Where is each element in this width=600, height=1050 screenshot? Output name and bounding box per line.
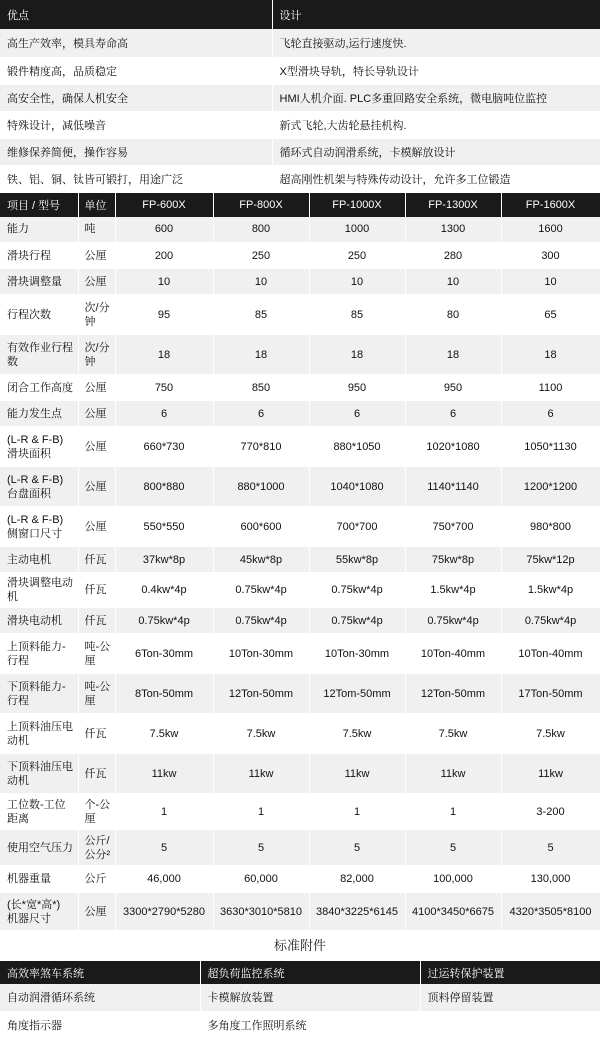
spec-value-cell: 3630*3010*5810: [213, 893, 309, 931]
spec-item-cell: (长*宽*高*) 机器尺寸: [0, 893, 78, 931]
spec-value-cell: 1: [309, 794, 405, 830]
feature-advantage-cell: 锻件精度高，品质稳定: [0, 57, 272, 84]
specs-header-row: [0, 193, 600, 217]
spec-value-cell: 18: [213, 335, 309, 375]
spec-unit-cell: 公厘: [78, 401, 115, 427]
spec-value-cell: 750*700: [405, 507, 501, 547]
spec-row: [0, 375, 600, 401]
spec-value-cell: 18: [309, 335, 405, 375]
header-model-fp1600x: FP-1600X: [501, 193, 600, 217]
feature-design-cell: 循环式自动润滑系统，卡模解放设计: [272, 138, 600, 165]
spec-value-cell: 75kw*8p: [405, 547, 501, 573]
spec-value-cell: 250: [213, 243, 309, 269]
spec-value-cell: 850: [213, 375, 309, 401]
spec-value-cell: 750: [115, 375, 213, 401]
spec-row: [0, 754, 600, 794]
spec-value-cell: 11kw: [501, 754, 600, 794]
spec-item-cell: 滑块行程: [0, 243, 78, 269]
spec-value-cell: 6: [115, 401, 213, 427]
spec-unit-cell: 公厘: [78, 893, 115, 931]
feature-row: [0, 165, 600, 192]
spec-value-cell: 80: [405, 295, 501, 335]
spec-value-cell: 1100: [501, 375, 600, 401]
spec-value-cell: 85: [309, 295, 405, 335]
spec-unit-cell: 个-公厘: [78, 794, 115, 830]
spec-value-cell: 0.75kw*4p: [309, 608, 405, 634]
spec-value-cell: 1050*1130: [501, 427, 600, 467]
spec-value-cell: 0.75kw*4p: [213, 608, 309, 634]
spec-unit-cell: 公厘: [78, 507, 115, 547]
spec-value-cell: 6: [405, 401, 501, 427]
spec-value-cell: 600: [115, 217, 213, 243]
spec-value-cell: 300: [501, 243, 600, 269]
feature-advantage-cell: 维修保养简便，操作容易: [0, 138, 272, 165]
spec-value-cell: 1.5kw*4p: [501, 573, 600, 608]
spec-value-cell: 1140*1140: [405, 467, 501, 507]
spec-item-cell: 能力发生点: [0, 401, 78, 427]
spec-unit-cell: 公厘: [78, 269, 115, 295]
spec-value-cell: 880*1050: [309, 427, 405, 467]
spec-value-cell: 200: [115, 243, 213, 269]
spec-value-cell: 1020*1080: [405, 427, 501, 467]
spec-value-cell: 11kw: [115, 754, 213, 794]
spec-unit-cell: 次/分钟: [78, 335, 115, 375]
spec-value-cell: 7.5kw: [309, 714, 405, 754]
spec-row: [0, 893, 600, 931]
feature-row: [0, 57, 600, 84]
spec-row: [0, 217, 600, 243]
spec-value-cell: 10Ton-30mm: [213, 634, 309, 674]
spec-value-cell: 250: [309, 243, 405, 269]
spec-value-cell: 45kw*8p: [213, 547, 309, 573]
spec-unit-cell: 仟瓦: [78, 608, 115, 634]
spec-value-cell: 18: [501, 335, 600, 375]
spec-item-cell: 闭合工作高度: [0, 375, 78, 401]
spec-unit-cell: 公厘: [78, 375, 115, 401]
spec-row: [0, 243, 600, 269]
spec-row: [0, 547, 600, 573]
spec-value-cell: 6: [213, 401, 309, 427]
spec-value-cell: 8Ton-50mm: [115, 674, 213, 714]
spec-value-cell: 6Ton-30mm: [115, 634, 213, 674]
spec-value-cell: 280: [405, 243, 501, 269]
spec-value-cell: 5: [501, 830, 600, 866]
spec-row: [0, 794, 600, 830]
specs-section: [0, 193, 600, 932]
spec-unit-cell: 公斤/公分²: [78, 830, 115, 866]
feature-design-cell: 新式飞轮,大齿轮悬挂机构.: [272, 111, 600, 138]
feature-design-cell: 飞轮直接驱动,运行速度快.: [272, 29, 600, 57]
spec-row: [0, 674, 600, 714]
accessory-row: [0, 984, 600, 1011]
spec-value-cell: 11kw: [405, 754, 501, 794]
spec-item-cell: 滑块电动机: [0, 608, 78, 634]
spec-item-cell: (L-R & F-B)滑块面积: [0, 427, 78, 467]
header-item-model: 项目 / 型号: [0, 193, 78, 217]
spec-row: [0, 714, 600, 754]
spec-row: [0, 269, 600, 295]
spec-value-cell: 11kw: [213, 754, 309, 794]
feature-row: [0, 84, 600, 111]
spec-unit-cell: 吨-公厘: [78, 634, 115, 674]
spec-unit-cell: 仟瓦: [78, 547, 115, 573]
spec-value-cell: 82,000: [309, 866, 405, 893]
accessories-table: [0, 961, 600, 1039]
spec-unit-cell: 仟瓦: [78, 714, 115, 754]
spec-value-cell: 10: [405, 269, 501, 295]
spec-row: [0, 634, 600, 674]
spec-value-cell: 0.75kw*4p: [405, 608, 501, 634]
spec-value-cell: 6: [501, 401, 600, 427]
spec-value-cell: 950: [405, 375, 501, 401]
spec-unit-cell: 公厘: [78, 427, 115, 467]
spec-value-cell: 7.5kw: [213, 714, 309, 754]
spec-row: [0, 507, 600, 547]
spec-value-cell: 980*800: [501, 507, 600, 547]
spec-value-cell: 10: [115, 269, 213, 295]
feature-design-cell: HMI人机介面. PLC多重回路安全系统，微电脑吨位监控: [272, 84, 600, 111]
spec-value-cell: 0.75kw*4p: [213, 573, 309, 608]
spec-value-cell: 11kw: [309, 754, 405, 794]
spec-value-cell: 800: [213, 217, 309, 243]
spec-value-cell: 1: [115, 794, 213, 830]
spec-value-cell: 10: [213, 269, 309, 295]
feature-row: [0, 29, 600, 57]
features-body: [0, 29, 600, 192]
spec-value-cell: 3840*3225*6145: [309, 893, 405, 931]
spec-item-cell: 工位数-工位距离: [0, 794, 78, 830]
spec-value-cell: 37kw*8p: [115, 547, 213, 573]
spec-row: [0, 830, 600, 866]
spec-row: [0, 573, 600, 608]
specs-table: [0, 193, 600, 932]
accessory-cell: [420, 1011, 600, 1038]
spec-value-cell: 10: [309, 269, 405, 295]
spec-value-cell: 4100*3450*6675: [405, 893, 501, 931]
spec-value-cell: 7.5kw: [501, 714, 600, 754]
spec-item-cell: 主动电机: [0, 547, 78, 573]
spec-value-cell: 17Ton-50mm: [501, 674, 600, 714]
spec-row: [0, 401, 600, 427]
feature-design-cell: 超高刚性机架与特殊传动设计，允许多工位锻造: [272, 165, 600, 192]
spec-value-cell: 0.75kw*4p: [309, 573, 405, 608]
spec-value-cell: 5: [115, 830, 213, 866]
spec-value-cell: 46,000: [115, 866, 213, 893]
spec-value-cell: 600*600: [213, 507, 309, 547]
features-header-row: [0, 0, 600, 29]
spec-row: [0, 608, 600, 634]
spec-value-cell: 7.5kw: [405, 714, 501, 754]
spec-value-cell: 0.75kw*4p: [115, 608, 213, 634]
features-table: [0, 0, 600, 193]
spec-item-cell: 上顶料油压电动机: [0, 714, 78, 754]
spec-item-cell: 滑块调整电动机: [0, 573, 78, 608]
spec-value-cell: 75kw*12p: [501, 547, 600, 573]
spec-value-cell: 1040*1080: [309, 467, 405, 507]
feature-row: [0, 111, 600, 138]
spec-value-cell: 18: [115, 335, 213, 375]
spec-value-cell: 10Ton-30mm: [309, 634, 405, 674]
spec-item-cell: 上顶料能力-行程: [0, 634, 78, 674]
spec-value-cell: 1000: [309, 217, 405, 243]
header-advantages: 优点: [0, 0, 272, 29]
spec-value-cell: 10Ton-40mm: [501, 634, 600, 674]
accessory-row: [0, 1011, 600, 1038]
spec-value-cell: 1300: [405, 217, 501, 243]
spec-value-cell: 5: [405, 830, 501, 866]
spec-unit-cell: 吨: [78, 217, 115, 243]
feature-design-cell: X型滑块导轨，特长导轨设计: [272, 57, 600, 84]
spec-row: [0, 467, 600, 507]
spec-value-cell: 950: [309, 375, 405, 401]
spec-value-cell: 1: [405, 794, 501, 830]
feature-advantage-cell: 高生产效率，模具寿命高: [0, 29, 272, 57]
spec-item-cell: (L-R & F-B)台盘面积: [0, 467, 78, 507]
accessory-cell: 自动润滑循环系统: [0, 984, 200, 1011]
spec-value-cell: 700*700: [309, 507, 405, 547]
accessory-cell: 卡模解放装置: [200, 984, 420, 1011]
header-model-fp1000x: FP-1000X: [309, 193, 405, 217]
spec-value-cell: 95: [115, 295, 213, 335]
accessories-title: 标准附件: [273, 938, 326, 953]
header-model-fp600x: FP-600X: [115, 193, 213, 217]
header-design: 设计: [272, 0, 600, 29]
spec-value-cell: 3-200: [501, 794, 600, 830]
spec-unit-cell: 仟瓦: [78, 754, 115, 794]
specs-body: [0, 217, 600, 931]
spec-item-cell: 有效作业行程数: [0, 335, 78, 375]
spec-value-cell: 10: [501, 269, 600, 295]
spec-row: [0, 335, 600, 375]
spec-item-cell: 下顶料油压电动机: [0, 754, 78, 794]
header-model-fp800x: FP-800X: [213, 193, 309, 217]
spec-row: [0, 427, 600, 467]
spec-value-cell: 18: [405, 335, 501, 375]
header-unit: 单位: [78, 193, 115, 217]
spec-value-cell: 65: [501, 295, 600, 335]
spec-unit-cell: 公厘: [78, 467, 115, 507]
spec-value-cell: 130,000: [501, 866, 600, 893]
accessory-cell: 多角度工作照明系统: [200, 1011, 420, 1038]
spec-value-cell: 5: [309, 830, 405, 866]
spec-value-cell: 1: [213, 794, 309, 830]
spec-value-cell: 85: [213, 295, 309, 335]
features-section: [0, 0, 600, 193]
spec-value-cell: 100,000: [405, 866, 501, 893]
spec-value-cell: 6: [309, 401, 405, 427]
spec-value-cell: 1600: [501, 217, 600, 243]
feature-row: [0, 138, 600, 165]
spec-value-cell: 4320*3505*8100: [501, 893, 600, 931]
spec-value-cell: 1200*1200: [501, 467, 600, 507]
spec-value-cell: 550*550: [115, 507, 213, 547]
spec-value-cell: 55kw*8p: [309, 547, 405, 573]
spec-row: [0, 866, 600, 893]
spec-value-cell: 5: [213, 830, 309, 866]
accessory-header-overrun: 过运转保护装置: [420, 961, 600, 984]
spec-unit-cell: 次/分钟: [78, 295, 115, 335]
header-model-fp1300x: FP-1300X: [405, 193, 501, 217]
spec-item-cell: 滑块调整量: [0, 269, 78, 295]
spec-value-cell: 0.75kw*4p: [501, 608, 600, 634]
spec-item-cell: 能力: [0, 217, 78, 243]
spec-value-cell: 12Tom-50mm: [309, 674, 405, 714]
spec-item-cell: 使用空气压力: [0, 830, 78, 866]
accessory-cell: 角度指示器: [0, 1011, 200, 1038]
spec-unit-cell: 公厘: [78, 243, 115, 269]
spec-value-cell: 3300*2790*5280: [115, 893, 213, 931]
spec-value-cell: 770*810: [213, 427, 309, 467]
spec-value-cell: 880*1000: [213, 467, 309, 507]
spec-item-cell: 行程次数: [0, 295, 78, 335]
accessories-header-row: [0, 961, 600, 984]
spec-value-cell: 0.4kw*4p: [115, 573, 213, 608]
spec-item-cell: 机器重量: [0, 866, 78, 893]
accessory-header-brake: 高效率煞车系统: [0, 961, 200, 984]
spec-value-cell: 12Ton-50mm: [405, 674, 501, 714]
spec-unit-cell: 吨-公厘: [78, 674, 115, 714]
spec-row: [0, 295, 600, 335]
spec-item-cell: 下顶料能力-行程: [0, 674, 78, 714]
accessory-cell: 顶料停留装置: [420, 984, 600, 1011]
spec-value-cell: 12Ton-50mm: [213, 674, 309, 714]
accessories-section: [0, 931, 600, 1039]
accessories-body: [0, 984, 600, 1038]
spec-value-cell: 1.5kw*4p: [405, 573, 501, 608]
feature-advantage-cell: 铁、铝、铜、钛皆可锻打，用途广泛: [0, 165, 272, 192]
spec-value-cell: 660*730: [115, 427, 213, 467]
spec-unit-cell: 公斤: [78, 866, 115, 893]
feature-advantage-cell: 特殊设计，减低噪音: [0, 111, 272, 138]
spec-value-cell: 60,000: [213, 866, 309, 893]
feature-advantage-cell: 高安全性，确保人机安全: [0, 84, 272, 111]
spec-item-cell: (L-R & F-B)侧窗口尺寸: [0, 507, 78, 547]
accessory-header-overload: 超负荷监控系统: [200, 961, 420, 984]
spec-unit-cell: 仟瓦: [78, 573, 115, 608]
spec-value-cell: 10Ton-40mm: [405, 634, 501, 674]
spec-value-cell: 7.5kw: [115, 714, 213, 754]
spec-value-cell: 800*880: [115, 467, 213, 507]
